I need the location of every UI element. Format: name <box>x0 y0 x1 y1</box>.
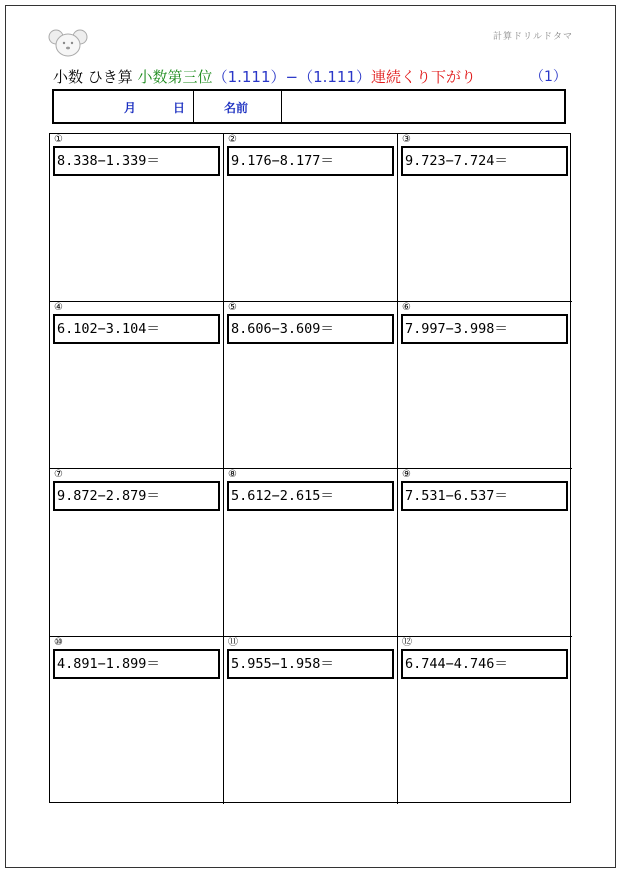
problem-number: ⑫ <box>402 636 412 648</box>
problem-cell <box>224 637 398 805</box>
sheet-number: （1） <box>530 69 567 85</box>
problem-number: ⑤ <box>228 301 237 313</box>
title-type: 連続くり下がり <box>371 68 477 86</box>
worksheet-title <box>53 66 476 87</box>
problem-cell <box>398 302 572 470</box>
problem-cell <box>398 134 572 302</box>
problem-expression: 8.338−1.339＝ <box>53 146 220 176</box>
problem-cell <box>50 134 224 302</box>
problem-number: ⑪ <box>228 636 238 648</box>
divider <box>281 91 282 122</box>
problem-expression: 5.955−1.958＝ <box>227 649 394 679</box>
problem-number: ⑥ <box>402 301 411 313</box>
name-date-box <box>52 89 566 124</box>
problem-cell <box>224 134 398 302</box>
problem-number: ① <box>54 134 63 145</box>
mouse-logo-icon <box>48 27 88 59</box>
brand-label: 計算ドリルドタマ <box>492 32 573 42</box>
problem-cell <box>50 469 224 637</box>
problem-number: ⑩ <box>54 636 63 648</box>
problem-number: ⑨ <box>402 469 411 480</box>
problem-expression: 9.872−2.879＝ <box>53 481 220 511</box>
problem-expression: 6.744−4.746＝ <box>401 649 568 679</box>
problem-expression: 9.176−8.177＝ <box>227 146 394 176</box>
problem-cell <box>398 637 572 805</box>
problem-cell <box>50 302 224 470</box>
problem-expression: 6.102−3.104＝ <box>53 314 220 344</box>
problem-cell <box>50 637 224 805</box>
problem-expression: 4.891−1.899＝ <box>53 649 220 679</box>
problem-expression: 5.612−2.615＝ <box>227 481 394 511</box>
problem-number: ⑦ <box>54 469 63 480</box>
problem-number: ② <box>228 134 237 145</box>
title-pattern: （1.111）−（1.111） <box>212 68 372 86</box>
problem-cell <box>398 469 572 637</box>
divider <box>193 91 194 122</box>
problem-grid <box>49 133 571 803</box>
problem-expression: 8.606−3.609＝ <box>227 314 394 344</box>
title-subject: 小数 ひき算 <box>53 68 138 86</box>
problem-number: ④ <box>54 301 63 313</box>
problem-expression: 7.531−6.537＝ <box>401 481 568 511</box>
day-label: 日 <box>173 101 186 115</box>
problem-cell <box>224 469 398 637</box>
problem-number: ⑧ <box>228 469 237 480</box>
problem-expression: 9.723−7.724＝ <box>401 146 568 176</box>
title-level: 小数第三位 <box>137 68 213 86</box>
problem-number: ③ <box>402 134 411 145</box>
month-label: 月 <box>124 101 137 115</box>
problem-cell <box>224 302 398 470</box>
name-label: 名前 <box>224 101 249 115</box>
problem-expression: 7.997−3.998＝ <box>401 314 568 344</box>
